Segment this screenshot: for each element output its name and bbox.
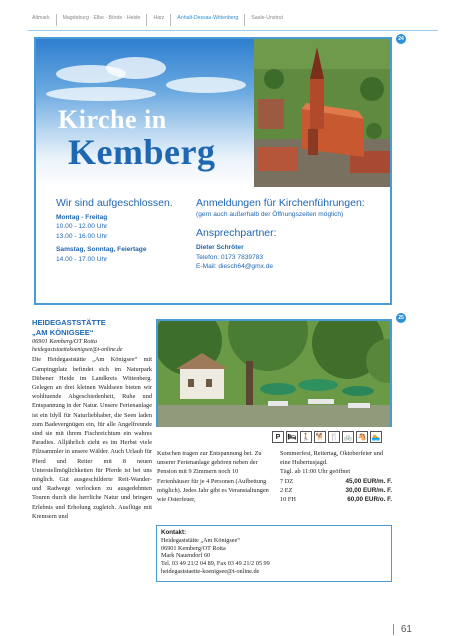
contact-person-name: Dieter Schröter	[196, 244, 244, 252]
nav-item-harz[interactable]: Harz	[146, 14, 170, 26]
contact-line: 06901 Kemberg/OT Rotta	[161, 544, 226, 552]
church-ad-info	[36, 187, 390, 303]
church-ad	[34, 37, 392, 305]
contact-person-heading: Ansprechpartner:	[196, 227, 277, 240]
restaurant-text-right: Sommerfest, Reitertag, Oktoberfeier und eine Hubertusjagd.	[280, 450, 383, 467]
contact-email[interactable]: E-Mail: diesch64@gmx.de	[196, 263, 274, 271]
restaurant-address: 06901 Kemberg/OT Rotta	[32, 338, 98, 345]
weekend-label: Samstag, Sonntag, Feiertage	[56, 246, 147, 254]
page-number: 61	[400, 624, 412, 635]
restaurant-text-left: Die Heidegaststätte „Am Königsee“ mit Campingplatz befindet sich im Naturpark Dübener Heide im Landkreis Wittenberg. Gelegen an drei kleinen Waldseen bieten wir wohltuende Abgeschiedenheit, Ruhe und Entspannung in der Natur. Unsere Ferienanlage ist ein Idyll für Naturliebhaber, die Seen laden zum Badevergnügen ein, für alle Angelfreunde sind sie mit ihrem Fischreichtum ein wahres Paradies. Alljährlich zieht es im Herbst viele Pilzsammler in unsere Wälder. Auch Urlaub für Pferd und Reiter mit 8 neuen Unterstellmöglichkeiten für Pferde ist bei uns möglich. Gut ausgeschilderte Reit-Wander- und Radwege verlocken zu ausgedehnten Touren durch die herrliche Natur und bringen Erlebnis und Erholung zugleich. Ausflüge mit Kremsern und	[32, 356, 153, 520]
contact-email-line[interactable]: heidegaststaette-koenigsee@t-online.de	[161, 567, 260, 575]
bed-icon: 🛏	[286, 431, 298, 443]
price-row	[280, 486, 392, 495]
restaurant-info-right	[280, 449, 392, 504]
contact-line: Mark Nauendorf 60	[161, 552, 211, 560]
hero-title-line2: Kemberg	[68, 132, 216, 172]
opening-heading: Wir sind aufgeschlossen.	[56, 197, 173, 209]
contact-phone: Telefon: 0173 7839783	[196, 253, 264, 261]
tours-note: (gern auch außerhalb der Öffnungszeiten möglich)	[196, 211, 344, 218]
ad-number-badge-2: 25	[396, 313, 406, 323]
regional-nav	[28, 14, 438, 26]
contact-line: Tel. 03 49 21/2 04 89, Fax 03 49 21/2 05 99	[161, 560, 270, 568]
contact-box-heading: Kontakt:	[161, 529, 187, 536]
restaurant-text-middle: Kutschen tragen zur Entspannung bei. Zu unserer Ferienanlage gehören neben der Pension mit 9 Zimmern noch 10 Ferienhäuser für je 4 Personen (Aufbettung möglich). Jedes Jahr gibt es Veranstaltungen wie Osterfeuer,	[157, 450, 269, 504]
nav-divider	[28, 30, 438, 31]
weekday-time-1: 10.00 - 12.00 Uhr	[56, 223, 108, 231]
price-room: 10 FH	[280, 496, 296, 504]
restaurant-title-line1: HEIDEGASTSTÄTTE	[32, 318, 106, 327]
hero-title-line1: Kirche in	[58, 105, 167, 134]
nav-item-magdeburg[interactable]: Magdeburg · Elbe · Börde · Heide	[56, 14, 147, 26]
parking-icon: P	[272, 431, 284, 443]
restaurant-title-line2: „AM KÖNIGSEE“	[32, 327, 94, 337]
weekday-time-2: 13.00 - 16.00 Uhr	[56, 232, 108, 240]
bicycle-icon: 🚲	[342, 431, 354, 443]
contact-box	[156, 525, 392, 582]
nav-item-anhalt[interactable]: Anhalt-Dessau-Wittenberg	[170, 14, 244, 26]
page-number-bar	[393, 624, 394, 635]
beer-garden-photo	[156, 319, 392, 427]
price-value: 60,00 EUR/o. F.	[347, 496, 392, 504]
facility-icons	[272, 431, 382, 443]
weekday-label: Montag - Freitag	[56, 214, 108, 221]
restaurant-description	[32, 318, 152, 521]
weekend-time: 14.00 - 17.00 Uhr	[56, 255, 108, 263]
swimming-icon: 🏊	[370, 431, 382, 443]
price-row	[280, 477, 392, 486]
horse-icon: 🐴	[356, 431, 368, 443]
church-aerial-photo	[254, 39, 390, 187]
price-row	[280, 495, 392, 504]
tours-heading: Anmeldungen für Kirchenführungen:	[196, 197, 365, 209]
opening-hours: Tägl. ab 11:00 Uhr geöffnet	[280, 468, 351, 476]
restaurant-icon: 🍴	[328, 431, 340, 443]
price-value: 30,00 EUR/m. F.	[345, 486, 392, 494]
hiking-icon: 🚶	[300, 431, 312, 443]
nav-item-saale-unstrut[interactable]: Saale-Unstrut	[244, 14, 289, 26]
price-room: 2 EZ	[280, 486, 293, 494]
ad-number-badge: 24	[396, 34, 406, 44]
price-room: 7 DZ	[280, 477, 294, 485]
dog-icon: 🐕	[314, 431, 326, 443]
church-hero-banner	[36, 39, 390, 187]
price-value: 45,00 EUR/m. F.	[345, 477, 392, 485]
nav-item-altmark[interactable]: Altmark	[32, 15, 50, 21]
contact-line: Heidegaststätte „Am Königsee“	[161, 536, 241, 544]
restaurant-email[interactable]: heidegaststaettekoenigsee@t-online.de	[32, 347, 123, 354]
